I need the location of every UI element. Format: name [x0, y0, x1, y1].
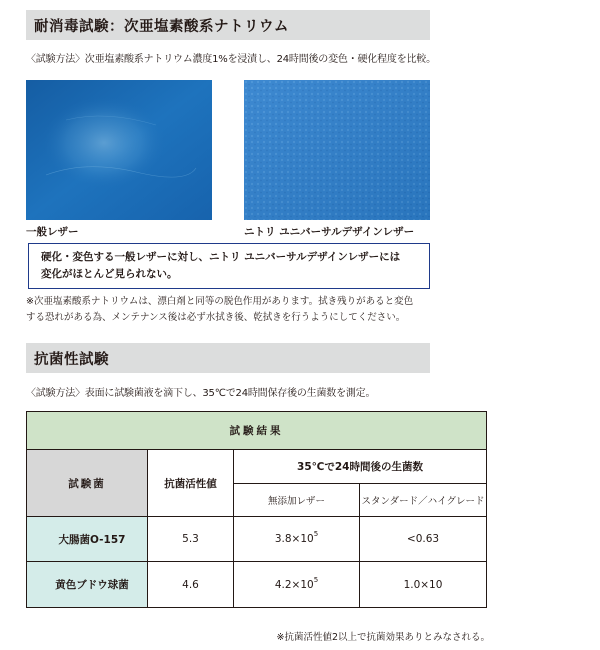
specimen-column-header: 試験菌: [27, 450, 148, 517]
footnote: ※抗菌活性値2以上で抗菌効果ありとみなされる。: [276, 632, 490, 643]
universal-design-leather-sample-image: [244, 80, 430, 220]
caution-line: する恐れがある為、メンテナンス後は必ず水拭き後、乾拭きを行うようにしてください。: [26, 312, 406, 323]
general-leather-sample-image: [26, 80, 212, 220]
caution-note: [26, 294, 413, 326]
table-row: [27, 517, 487, 562]
activity-cell: 5.3: [148, 517, 234, 562]
activity-column-header: 抗菌活性値: [148, 450, 234, 517]
viable-count-group-header: 35℃で24時間後の生菌数: [234, 450, 487, 484]
activity-cell: 4.6: [148, 562, 234, 608]
specimen-cell: 大腸菌O-157: [27, 517, 148, 562]
untreated-cell: $3.8\times 10^5$: [234, 517, 360, 562]
table-row: [27, 562, 487, 608]
untreated-leather-header: 無添加レザー: [234, 484, 360, 517]
general-leather-caption: 一般レザー: [26, 226, 79, 238]
untreated-cell: $4.2\times 10^5$: [234, 562, 360, 608]
universal-design-leather-caption: ニトリ ユニバーサルデザインレザー: [244, 226, 415, 238]
standard-cell: <0.63: [360, 517, 487, 562]
test-results-table: [26, 411, 487, 608]
disinfectant-heading: 耐消毒試験：次亜塩素酸系ナトリウム: [26, 10, 430, 40]
standard-cell: 1.0×10: [360, 562, 487, 608]
caution-line: ※次亜塩素酸系ナトリウムは、漂白剤と同等の脱色作用があります。拭き残りがあると変色: [26, 296, 414, 307]
standard-highgrade-header: スタンダード／ハイグレード: [360, 484, 487, 517]
result-note-line: 硬化・変色する一般レザーに対し、ニトリ ユニバーサルデザインレザーには: [41, 251, 401, 263]
antibacterial-method-text: 〈試験方法〉表面に試験菌液を滴下し、35℃で24時間保存後の生菌数を測定。: [26, 388, 376, 399]
specimen-cell: 黄色ブドウ球菌: [27, 562, 148, 608]
table-title: 試験結果: [27, 412, 487, 450]
antibacterial-heading: 抗菌性試験: [26, 343, 430, 373]
disinfectant-method-text: 〈試験方法〉次亜塩素酸系ナトリウム濃度1%を浸漬し、24時間後の変色・硬化程度を比較。: [26, 54, 436, 65]
result-note-box: [28, 243, 430, 289]
result-note-line: 変化がほとんど見られない。: [41, 268, 178, 280]
